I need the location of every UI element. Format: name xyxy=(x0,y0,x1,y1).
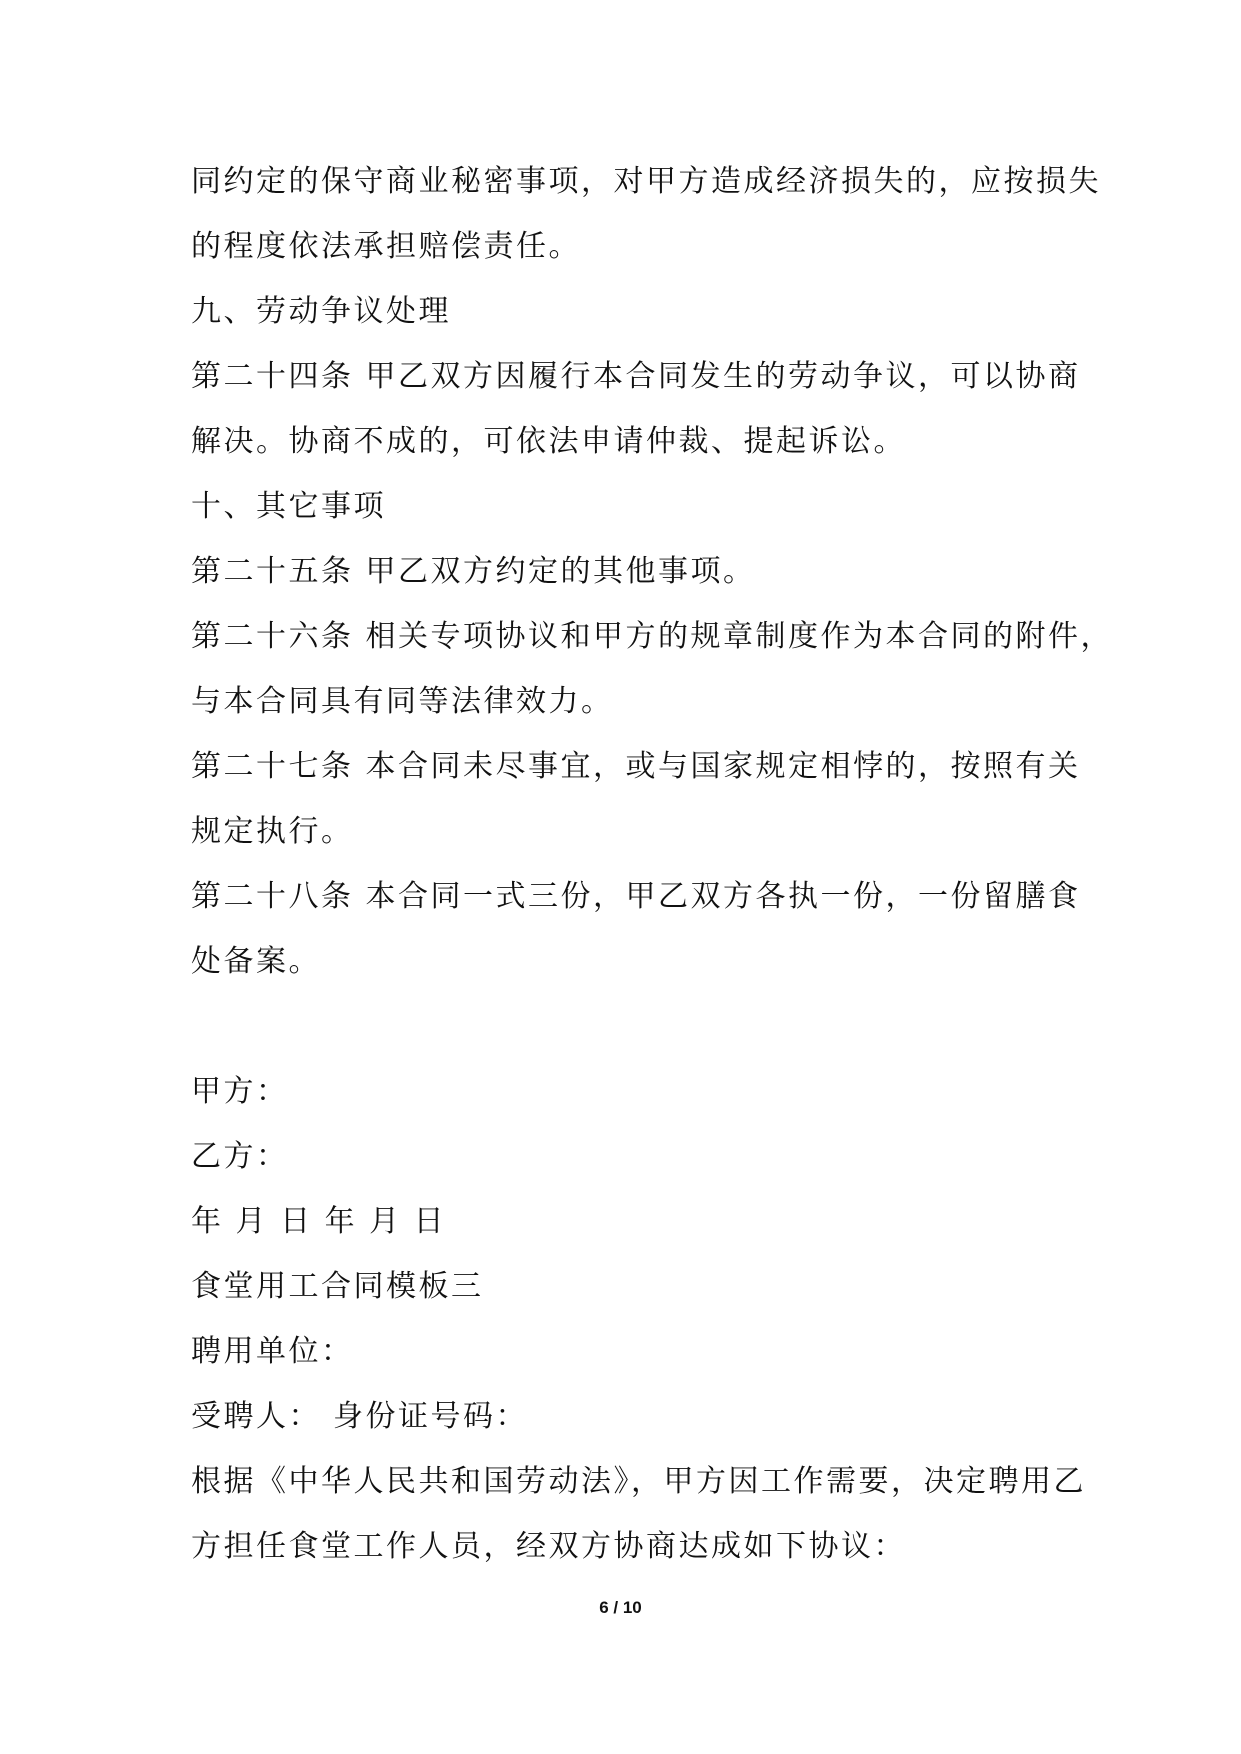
body-text-line: 方担任食堂工作人员，经双方协商达成如下协议： xyxy=(191,1529,906,1564)
section-heading: 十、其它事项 xyxy=(191,489,386,524)
page-number: 6 / 10 xyxy=(599,1598,642,1617)
article-26: 第二十六条 相关专项协议和甲方的规章制度作为本合同的附件， xyxy=(191,619,1114,654)
body-text-line: 与本合同具有同等法律效力。 xyxy=(191,684,614,719)
body-text-line: 的程度依法承担赔偿责任。 xyxy=(191,229,581,264)
body-text-line: 处备案。 xyxy=(191,944,321,979)
section-heading: 九、劳动争议处理 xyxy=(191,294,451,329)
signature-dates: 年 月 日 年 月 日 xyxy=(191,1204,447,1239)
body-text-line: 同约定的保守商业秘密事项，对甲方造成经济损失的，应按损失 xyxy=(191,164,1101,199)
employer-label: 聘用单位： xyxy=(191,1334,354,1369)
article-28: 第二十八条 本合同一式三份，甲乙双方各执一份，一份留膳食 xyxy=(191,879,1081,914)
body-text-line: 根据《中华人民共和国劳动法》，甲方因工作需要，决定聘用乙 xyxy=(191,1464,1086,1499)
party-a-label: 甲方： xyxy=(191,1074,289,1109)
party-b-label: 乙方： xyxy=(191,1139,289,1174)
body-text-line: 解决。协商不成的，可依法申请仲裁、提起诉讼。 xyxy=(191,424,906,459)
employee-id-label: 受聘人： 身份证号码： xyxy=(191,1399,529,1434)
template-title: 食堂用工合同模板三 xyxy=(191,1269,484,1304)
article-25: 第二十五条 甲乙双方约定的其他事项。 xyxy=(191,554,756,589)
article-24: 第二十四条 甲乙双方因履行本合同发生的劳动争议，可以协商 xyxy=(191,359,1081,394)
body-text-line: 规定执行。 xyxy=(191,814,354,849)
article-27: 第二十七条 本合同未尽事宜，或与国家规定相悖的，按照有关 xyxy=(191,749,1081,784)
